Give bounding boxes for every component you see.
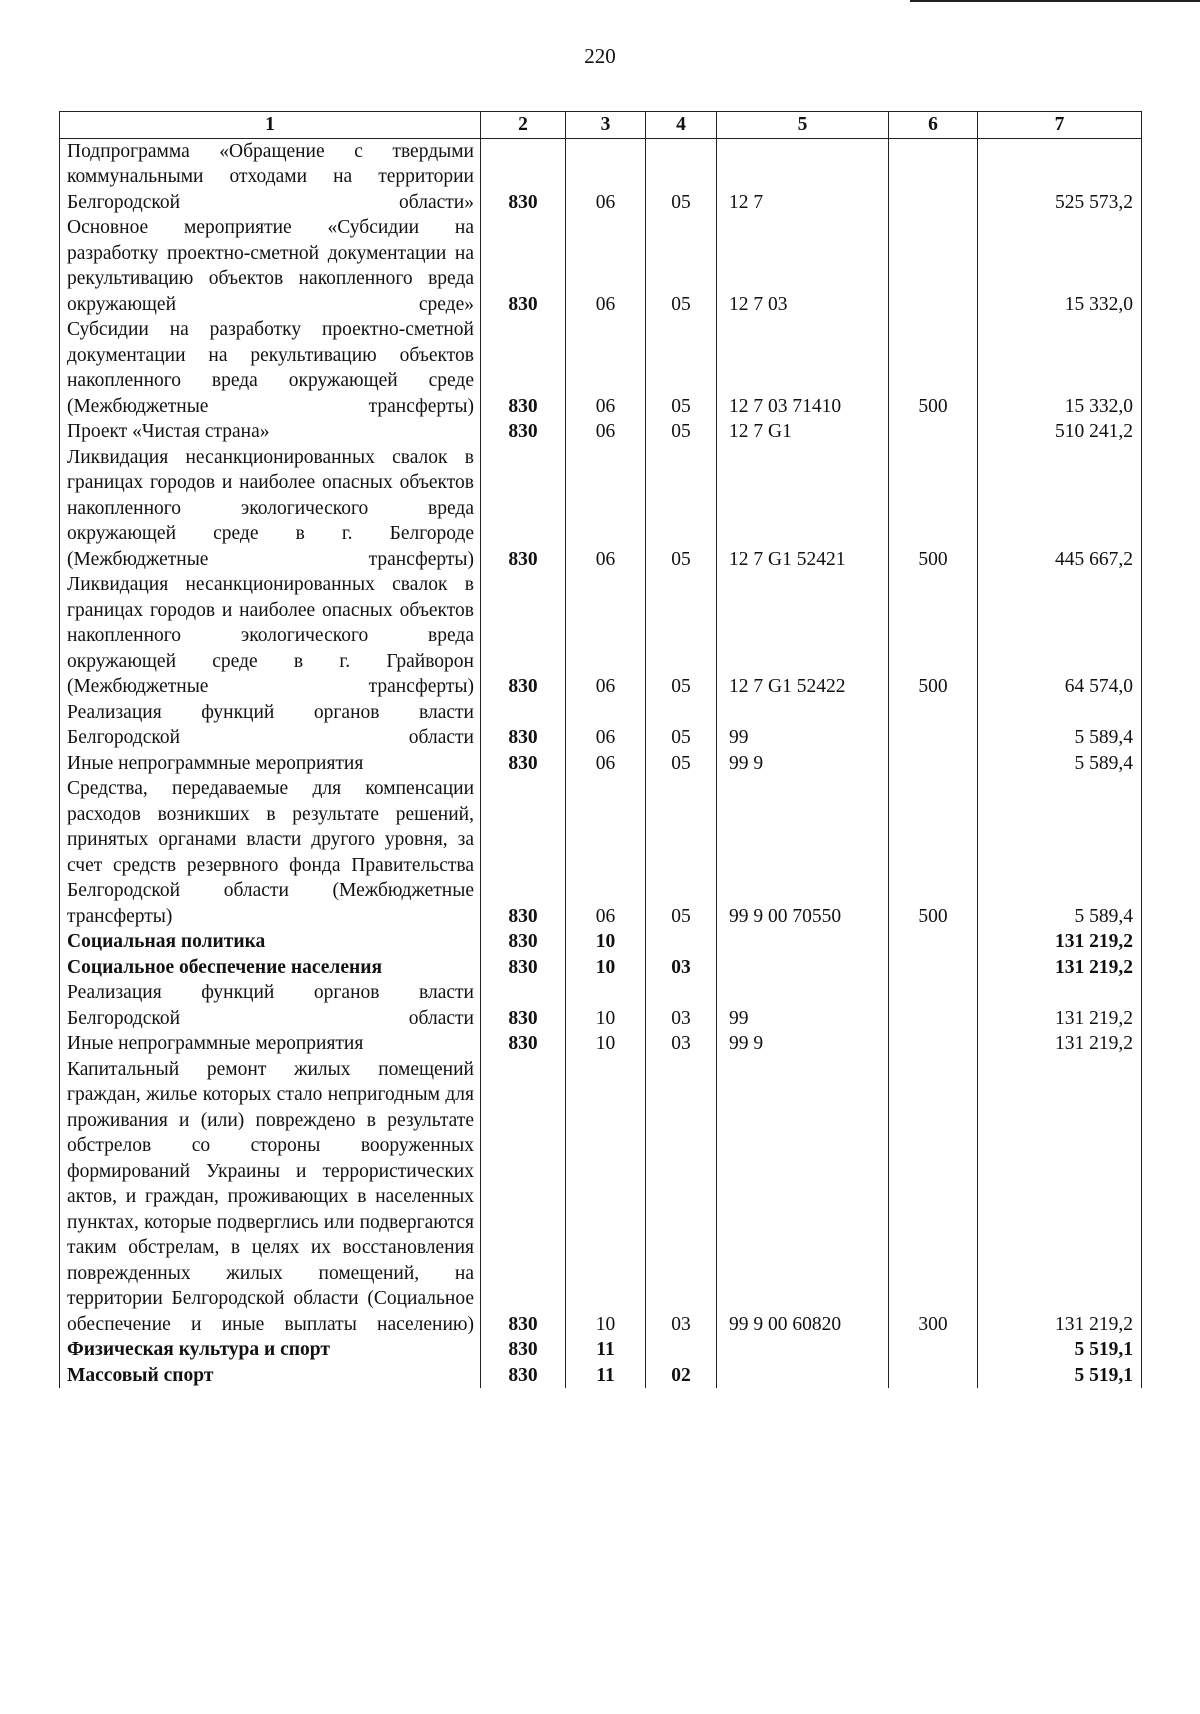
row-target-article: 99 9 00 70550 xyxy=(717,776,889,929)
table-row xyxy=(60,929,1142,955)
row-section: 06 xyxy=(566,572,646,700)
row-subsection: 05 xyxy=(646,419,717,445)
row-section: 11 xyxy=(566,1337,646,1363)
row-name: Иные непрограммные мероприятия xyxy=(60,751,481,777)
budget-table xyxy=(59,111,1142,1388)
row-target-article: 12 7 03 71410 xyxy=(717,317,889,419)
row-section: 10 xyxy=(566,1031,646,1057)
row-amount: 5 589,4 xyxy=(978,776,1142,929)
row-name: Массовый спорт xyxy=(60,1363,481,1389)
table-row xyxy=(60,1363,1142,1389)
row-expense-type xyxy=(889,138,978,215)
row-name: Капитальный ремонт жилых помещений граждан, жилье которых стало непригодным для проживания и (или) повреждено в результате обстрелов со стороны вооруженных формирований Украины и террористических актов, и граждан, проживающих в населенных пунктах, которые подверглись или подвергаются таким обстрелам, в целях их восстановления поврежденных жилых помещений, на территории Белгородской области (Социальное обеспечение и иные выплаты населению) xyxy=(60,1057,481,1338)
row-name: Физическая культура и спорт xyxy=(60,1337,481,1363)
row-target-article: 12 7 G1 52421 xyxy=(717,445,889,573)
row-target-article xyxy=(717,929,889,955)
row-target-article: 12 7 G1 52422 xyxy=(717,572,889,700)
row-target-article: 99 9 00 60820 xyxy=(717,1057,889,1338)
row-name: Ликвидация несанкционированных свалок в границах городов и наиболее опасных объектов накопленного экологического вреда окружающей среде в г. Белгороде (Межбюджетные трансферты) xyxy=(60,445,481,573)
row-target-article: 99 9 xyxy=(717,751,889,777)
row-name: Основное мероприятие «Субсидии на разработку проектно-сметной документации на рекультивацию объектов накопленного вреда окружающей среде» xyxy=(60,215,481,317)
column-header: 2 xyxy=(481,112,566,139)
row-admin-code: 830 xyxy=(481,317,566,419)
row-name: Реализация функций органов власти Белгородской области xyxy=(60,980,481,1031)
row-expense-type xyxy=(889,419,978,445)
row-expense-type xyxy=(889,929,978,955)
row-expense-type xyxy=(889,980,978,1031)
column-header: 3 xyxy=(566,112,646,139)
row-admin-code: 830 xyxy=(481,776,566,929)
row-amount: 131 219,2 xyxy=(978,980,1142,1031)
row-section: 06 xyxy=(566,445,646,573)
row-name: Субсидии на разработку проектно-сметной документации на рекультивацию объектов накопленного вреда окружающей среде (Межбюджетные трансферты) xyxy=(60,317,481,419)
row-expense-type: 500 xyxy=(889,572,978,700)
row-target-article xyxy=(717,955,889,981)
column-header: 1 xyxy=(60,112,481,139)
row-amount: 5 519,1 xyxy=(978,1363,1142,1389)
row-expense-type xyxy=(889,955,978,981)
row-name: Иные непрограммные мероприятия xyxy=(60,1031,481,1057)
row-section: 11 xyxy=(566,1363,646,1389)
row-subsection: 03 xyxy=(646,1031,717,1057)
column-header: 6 xyxy=(889,112,978,139)
row-target-article: 12 7 xyxy=(717,138,889,215)
row-name: Подпрограмма «Обращение с твердыми коммунальными отходами на территории Белгородской области» xyxy=(60,138,481,215)
row-subsection: 03 xyxy=(646,980,717,1031)
row-expense-type: 500 xyxy=(889,317,978,419)
row-name: Социальная политика xyxy=(60,929,481,955)
row-amount: 131 219,2 xyxy=(978,929,1142,955)
row-target-article: 12 7 03 xyxy=(717,215,889,317)
row-amount: 131 219,2 xyxy=(978,1031,1142,1057)
table-row xyxy=(60,1057,1142,1338)
row-name: Реализация функций органов власти Белгородской области xyxy=(60,700,481,751)
row-subsection: 05 xyxy=(646,317,717,419)
row-admin-code: 830 xyxy=(481,751,566,777)
row-expense-type xyxy=(889,215,978,317)
row-subsection: 05 xyxy=(646,572,717,700)
row-amount: 5 589,4 xyxy=(978,751,1142,777)
row-name: Социальное обеспечение населения xyxy=(60,955,481,981)
row-subsection: 05 xyxy=(646,138,717,215)
row-section: 06 xyxy=(566,215,646,317)
table-row xyxy=(60,419,1142,445)
row-target-article: 99 xyxy=(717,980,889,1031)
row-amount: 15 332,0 xyxy=(978,215,1142,317)
table-row xyxy=(60,317,1142,419)
row-admin-code: 830 xyxy=(481,1031,566,1057)
page-number: 220 xyxy=(584,44,616,68)
row-section: 10 xyxy=(566,1057,646,1338)
row-admin-code: 830 xyxy=(481,572,566,700)
table-row xyxy=(60,1337,1142,1363)
row-subsection: 05 xyxy=(646,445,717,573)
row-subsection: 02 xyxy=(646,1363,717,1389)
table-row xyxy=(60,572,1142,700)
row-section: 06 xyxy=(566,138,646,215)
row-expense-type xyxy=(889,1031,978,1057)
row-admin-code: 830 xyxy=(481,1363,566,1389)
row-amount: 131 219,2 xyxy=(978,955,1142,981)
row-section: 06 xyxy=(566,317,646,419)
row-admin-code: 830 xyxy=(481,215,566,317)
row-subsection: 05 xyxy=(646,776,717,929)
row-target-article: 99 9 xyxy=(717,1031,889,1057)
row-section: 06 xyxy=(566,419,646,445)
row-admin-code: 830 xyxy=(481,1337,566,1363)
table-row xyxy=(60,138,1142,215)
row-amount: 5 519,1 xyxy=(978,1337,1142,1363)
row-section: 10 xyxy=(566,955,646,981)
row-admin-code: 830 xyxy=(481,980,566,1031)
row-amount: 5 589,4 xyxy=(978,700,1142,751)
row-subsection xyxy=(646,929,717,955)
row-amount: 445 667,2 xyxy=(978,445,1142,573)
row-amount: 64 574,0 xyxy=(978,572,1142,700)
table-row xyxy=(60,955,1142,981)
column-header: 5 xyxy=(717,112,889,139)
row-subsection: 05 xyxy=(646,215,717,317)
row-subsection: 03 xyxy=(646,1057,717,1338)
header-row xyxy=(60,112,1142,139)
row-subsection: 05 xyxy=(646,700,717,751)
row-admin-code: 830 xyxy=(481,445,566,573)
row-subsection xyxy=(646,1337,717,1363)
row-target-article: 99 xyxy=(717,700,889,751)
column-header: 4 xyxy=(646,112,717,139)
row-expense-type xyxy=(889,1363,978,1389)
row-admin-code: 830 xyxy=(481,138,566,215)
table-row xyxy=(60,445,1142,573)
table-row xyxy=(60,1031,1142,1057)
row-section: 10 xyxy=(566,980,646,1031)
table-row xyxy=(60,776,1142,929)
row-amount: 525 573,2 xyxy=(978,138,1142,215)
row-name: Проект «Чистая страна» xyxy=(60,419,481,445)
row-amount: 131 219,2 xyxy=(978,1057,1142,1338)
row-section: 06 xyxy=(566,776,646,929)
table-row xyxy=(60,751,1142,777)
row-target-article: 12 7 G1 xyxy=(717,419,889,445)
row-admin-code: 830 xyxy=(481,1057,566,1338)
row-name: Средства, передаваемые для компенсации расходов возникших в результате решений, принятых органами власти другого уровня, за счет средств резервного фонда Правительства Белгородской области (Межбюджетные трансферты) xyxy=(60,776,481,929)
row-admin-code: 830 xyxy=(481,419,566,445)
row-expense-type xyxy=(889,1337,978,1363)
row-expense-type: 500 xyxy=(889,776,978,929)
top-rule xyxy=(910,0,1200,2)
row-amount: 510 241,2 xyxy=(978,419,1142,445)
row-subsection: 05 xyxy=(646,751,717,777)
row-admin-code: 830 xyxy=(481,929,566,955)
table-body xyxy=(60,138,1142,1388)
row-name: Ликвидация несанкционированных свалок в границах городов и наиболее опасных объектов накопленного экологического вреда окружающей среде в г. Грайворон (Межбюджетные трансферты) xyxy=(60,572,481,700)
row-expense-type: 300 xyxy=(889,1057,978,1338)
row-admin-code: 830 xyxy=(481,700,566,751)
row-section: 06 xyxy=(566,700,646,751)
row-target-article xyxy=(717,1337,889,1363)
row-expense-type xyxy=(889,700,978,751)
table-row xyxy=(60,215,1142,317)
column-header: 7 xyxy=(978,112,1142,139)
table-row xyxy=(60,700,1142,751)
row-section: 06 xyxy=(566,751,646,777)
row-subsection: 03 xyxy=(646,955,717,981)
row-target-article xyxy=(717,1363,889,1389)
row-section: 10 xyxy=(566,929,646,955)
row-admin-code: 830 xyxy=(481,955,566,981)
row-expense-type: 500 xyxy=(889,445,978,573)
table-row xyxy=(60,980,1142,1031)
row-expense-type xyxy=(889,751,978,777)
row-amount: 15 332,0 xyxy=(978,317,1142,419)
